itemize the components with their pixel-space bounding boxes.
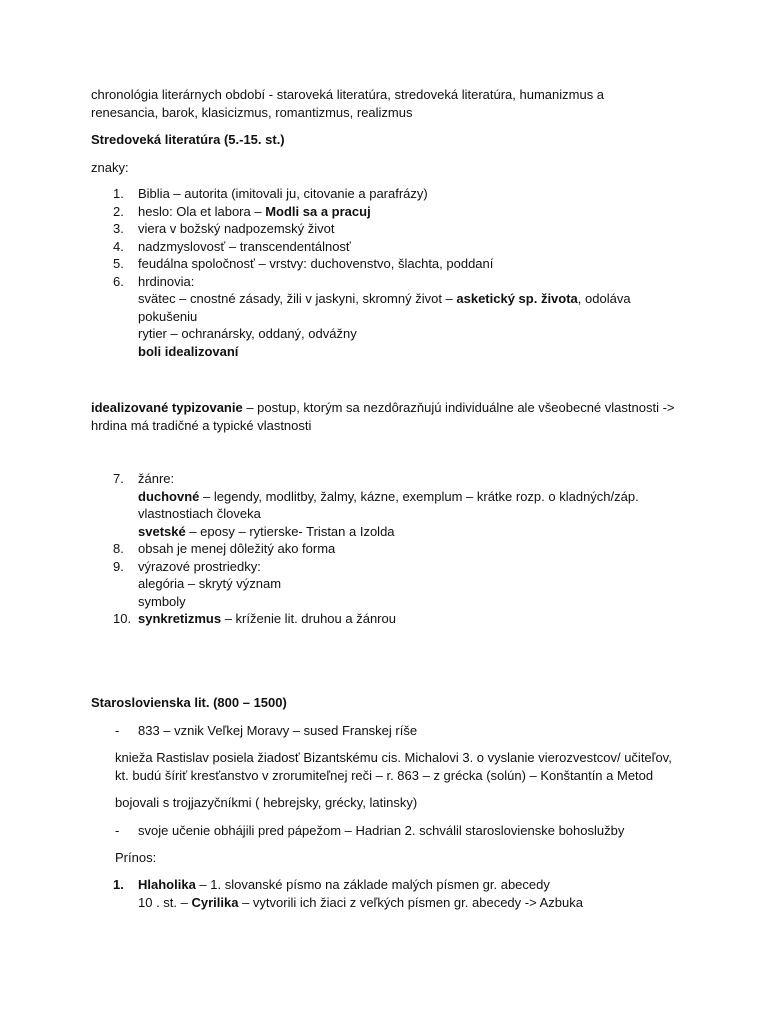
trilingual-paragraph: bojovali s trojjazyčníkmi ( hebrejsky, grécky, latinsky) [115,795,418,810]
medieval-heading: Stredoveká literatúra (5.-15. st.) [91,132,285,147]
saint-line: svätec – cnostné zásady, žili v jaskyni, skromný život – asketický sp. života, odoláva [138,291,631,306]
idealized-typing-paragraph: idealizované typizovanie – postup, ktorým sa nezdôrazňujú individuálne ale všeobecné vlastnosti -> hrdina má tradičné a typické vlastnosti [91,400,675,433]
list-item-genres: 7. žánre: duchovné – legendy, modlitby, žalmy, kázne, exemplum – krátke rozp. o kladných/záp. vlastnostiach človeka svetské – eposy – rytierske- Tristan a Izolda [113,471,639,539]
list-item: 5. feudálna spoločnosť – vrstvy: duchovenstvo, šlachta, poddaní [113,256,494,271]
intro-line-2: renesancia, barok, klasicizmus, romantizmus, realizmus [91,104,413,120]
saint-line-2: pokušeniu [138,308,198,324]
list-item: 10. synkretizmus – kríženie lit. druhou a žánrou [113,611,396,626]
medieval-signs-list-continued [91,470,691,628]
intro-paragraph [91,86,604,121]
dash-item-pope: - svoje učenie obhájili pred pápežom – Hadrian 2. schválil staroslovienske bohoslužby [115,823,625,838]
rastislav-paragraph: knieža Rastislav posiela žiadosť Bizantskému cis. Michalovi 3. o vyslanie vierozvestcov/ učiteľov, kt. budú šíriť kresťanstvo v zrorumiteľnej reči – r. 863 – z grécka (solún) – Konštantín a Metod [115,750,672,783]
list-item: 4. nadzmyslovosť – transcendentálnosť [113,238,351,254]
knight-line: rytier – ochranársky, oddaný, odvážny [138,326,357,341]
list-item: 2. heslo: Ola et labora – Modli sa a pracuj [113,203,371,219]
old-slavonic-heading: Staroslovienska lit. (800 – 1500) [91,695,287,710]
list-item-scripts: 1. Hlaholika – 1. slovanské písmo na základe malých písmen gr. abecedy 10 . st. – Cyrilika – vytvorili ich žiaci z veľkých písmen gr. abecedy -> Azbuka [113,877,583,910]
list-item: 1. Biblia – autorita (imitovali ju, citovanie a parafrázy) [113,186,428,201]
intro-line-1: chronológia literárnych období - staroveká literatúra, stredoveká literatúra, humanizmus a [91,87,605,102]
contribution-label: Prínos: [115,850,157,865]
signs-label: znaky: [91,160,129,175]
medieval-signs-list [91,185,691,360]
list-item-means: 9. výrazové prostriedky: alegória – skrytý význam symboly [113,558,282,609]
list-item: 8. obsah je menej dôležitý ako forma [113,541,336,556]
dash-item-great-moravia: - 833 – vznik Veľkej Moravy – sused Franskej ríše [115,723,418,738]
list-item-heroes: 6. hrdinovia: svätec – cnostné zásady, žili v jaskyni, skromný život – asketický sp. života, odoláva pokušeniu rytier – ochranársky, oddaný, odvážny boli idealizovaní [113,273,631,359]
list-item: 3. viera v božský nadpozemský život [113,221,335,236]
idealized-line: boli idealizovaní [138,343,239,359]
